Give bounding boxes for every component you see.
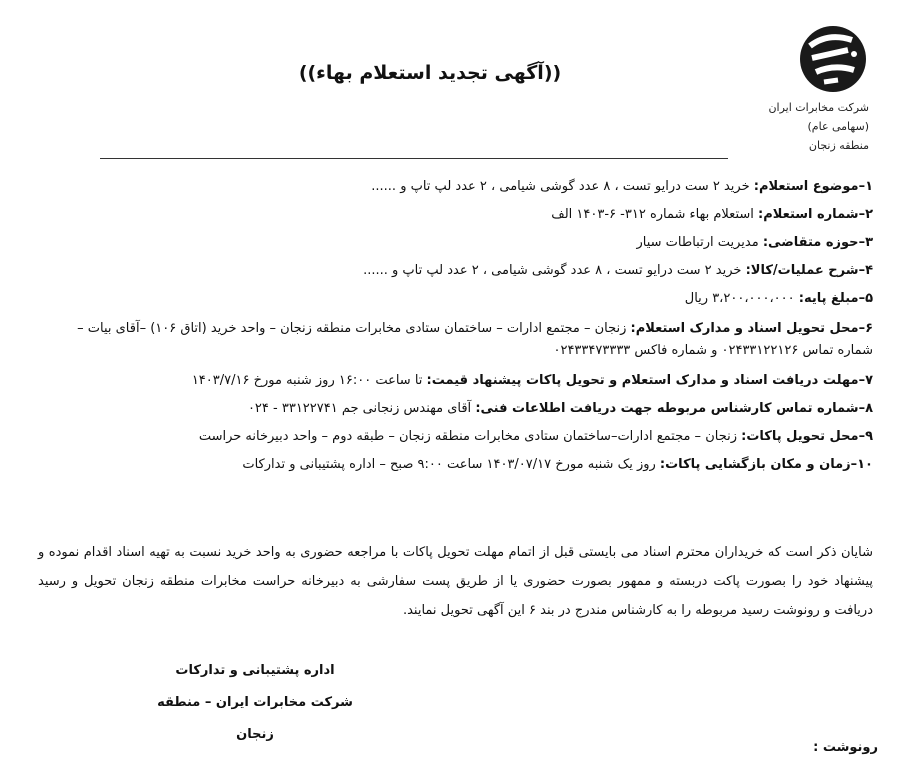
item-opening-time: ۱۰–زمان و مکان بازگشایی پاکات: روز یک شنبه مورخ ۱۴۰۳/۰۷/۱۷ ساعت ۹:۰۰ صبح – اداره پشتیبانی و تدارکات	[242, 457, 873, 472]
page-title: ((آگهی تجدید استعلام بهاء))	[298, 62, 562, 84]
notice-paragraph: شایان ذکر است که خریداران محترم اسناد می بایستی قبل از اتمام مهلت تحویل پاکات با مراجعه حضوری به واحد خرید نسبت به تهیه اسناد اقدام نموده و پیشنهاد خود را بصورت پاکت دربسته و ممهور بصورت حضوری یا از طریق پست سفارشی به دبیرخانه حراست مخابرات منطقه زنجان تحویل و رسید دریافت و رونوشت رسید مربوطه را به کارشناس مندرج در بند ۶ این آگهی تحویل نمایند.	[38, 545, 873, 618]
item-inquiry-number: ۲–شماره استعلام: استعلام بهاء شماره ۳۱۲- ۶-۱۴۰۳ الف	[551, 207, 873, 222]
item-base-amount: ۵–مبلغ پایه: ۳،۲۰۰،۰۰۰،۰۰۰ ریال	[684, 291, 873, 306]
signature-block	[150, 655, 360, 751]
item-envelope-delivery: ۹–محل تحویل پاکات: زنجان – مجتمع ادارات–ساختمان ستادی مخابرات منطقه زنجان – طبقه دوم – واحد دبیرخانه حراست	[198, 429, 873, 444]
item-document-delivery: ۶–محل تحویل اسناد و مدارک استعلام: زنجان – مجتمع ادارات – ساختمان ستادی مخابرات منطقه زنجان – واحد خرید (اتاق ۱۰۶) –آقای بیات – شماره تماس ۰۲۴۳۳۱۲۲۱۲۶ و شماره فاکس ۰۲۴۳۳۴۷۳۳۳۳	[77, 321, 873, 358]
signature-department: اداره پشتیبانی و تدارکات	[175, 663, 335, 678]
item-applicant: ۳–حوزه متقاضی: مدیریت ارتباطات سیار	[636, 235, 873, 250]
company-name: شرکت مخابرات ایران (سهامی عام) منطقه زنجان	[768, 101, 869, 152]
cc-label: رونوشت :	[813, 740, 878, 755]
item-deadline: ۷–مهلت دریافت اسناد و مدارک استعلام و تحویل پاکات پیشنهاد قیمت: تا ساعت ۱۶:۰۰ روز شنبه مورخ ۱۴۰۳/۷/۱۶	[191, 373, 873, 388]
signature-company: شرکت مخابرات ایران – منطقه زنجان	[157, 695, 353, 742]
notice-items	[43, 178, 873, 484]
item-description: ۴–شرح عملیات/کالا: خرید ۲ ست درایو تست ، ۸ عدد گوشی شیامی ، ۲ عدد لپ تاپ و ......	[363, 263, 873, 278]
item-expert-contact: ۸–شماره تماس کارشناس مربوطه جهت دریافت اطلاعات فنی: آقای مهندس زنجانی جم ۳۳۱۲۲۷۴۱ - ۰۲۴	[247, 401, 873, 416]
header-divider	[100, 158, 728, 159]
item-subject: ۱–موضوع استعلام: خرید ۲ ست درایو تست ، ۸ عدد گوشی شیامی ، ۲ عدد لپ تاپ و ......	[371, 179, 873, 194]
telecommunication-company-logo-icon	[798, 24, 868, 94]
